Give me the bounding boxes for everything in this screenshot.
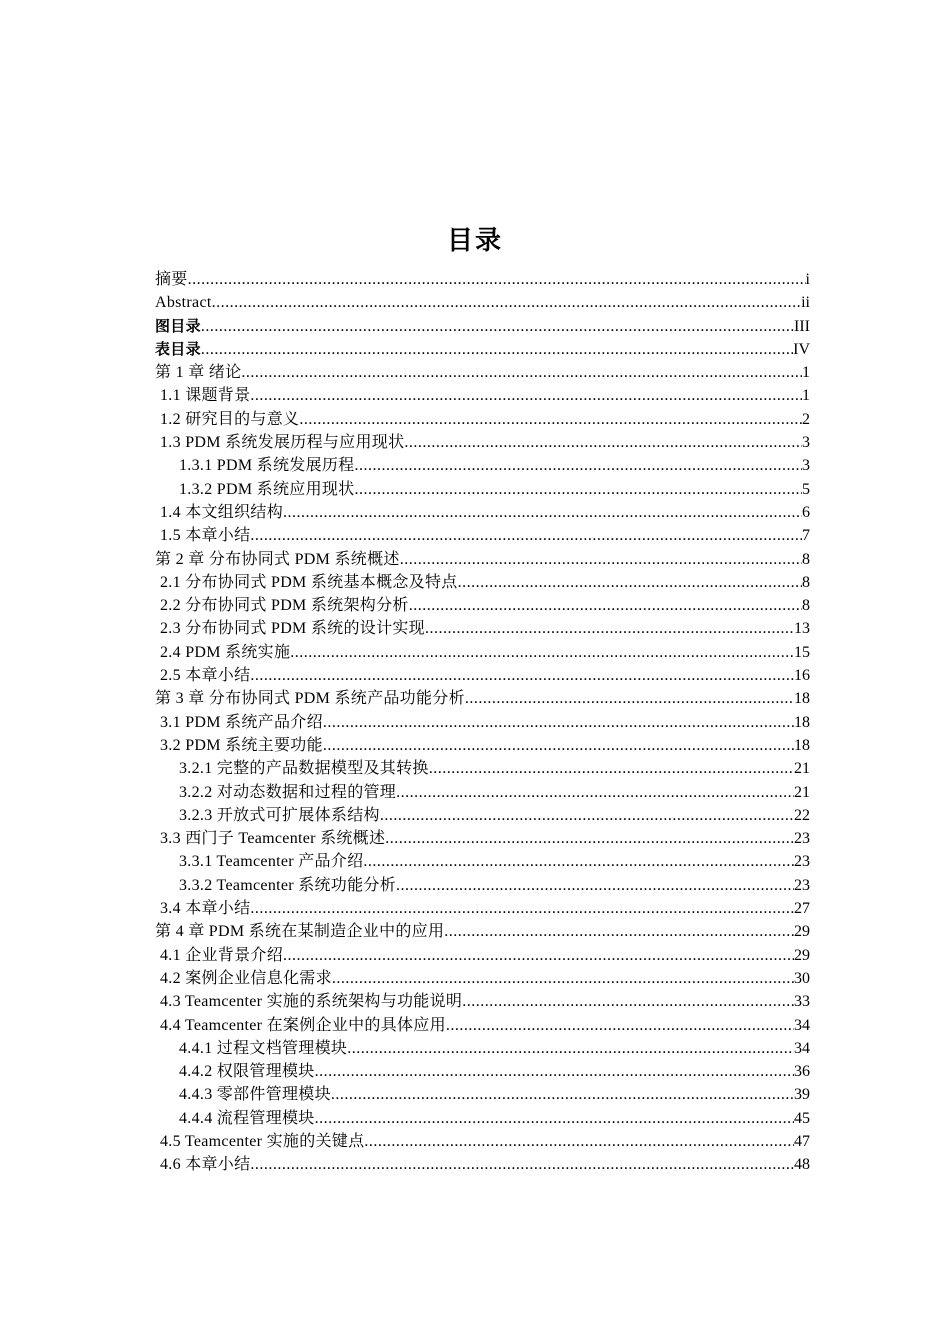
- toc-dot-leader: [250, 897, 794, 920]
- toc-entry-label: 2.1 分布协同式 PDM 系统基本概念及特点: [160, 573, 458, 591]
- toc-dot-leader: [201, 338, 793, 361]
- toc-entry[interactable]: [155, 431, 810, 454]
- toc-entry[interactable]: [155, 338, 810, 361]
- toc-entry[interactable]: [155, 268, 810, 291]
- toc-entry[interactable]: [155, 1083, 810, 1106]
- toc-entry[interactable]: [155, 478, 810, 501]
- toc-entry-label: Abstract: [155, 294, 212, 312]
- toc-dot-leader: [396, 874, 794, 897]
- toc-dot-leader: [396, 781, 794, 804]
- table-of-contents: [155, 268, 810, 1177]
- toc-dot-leader: [404, 431, 802, 454]
- toc-dot-leader: [409, 594, 802, 617]
- toc-entry-label: 1.3.2 PDM 系统应用现状: [179, 480, 355, 498]
- toc-entry-label: 4.6 本章小结: [160, 1156, 251, 1174]
- toc-entry[interactable]: [155, 897, 810, 920]
- toc-entry[interactable]: [155, 1107, 810, 1130]
- toc-entry[interactable]: [155, 617, 810, 640]
- toc-entry-page-number: 27: [794, 900, 810, 918]
- toc-entry-label: 3.1 PDM 系统产品介绍: [160, 713, 323, 731]
- toc-dot-leader: [315, 1107, 794, 1130]
- toc-entry-label: 3.4 本章小结: [160, 900, 251, 918]
- toc-dot-leader: [444, 920, 794, 943]
- toc-entry-label: 3.2 PDM 系统主要功能: [160, 736, 323, 754]
- toc-entry-page-number: 3: [802, 457, 810, 475]
- toc-entry-page-number: 34: [794, 1039, 810, 1057]
- toc-dot-leader: [385, 827, 794, 850]
- toc-entry[interactable]: [155, 454, 810, 477]
- toc-dot-leader: [332, 967, 794, 990]
- toc-entry-page-number: 21: [794, 760, 810, 778]
- toc-entry[interactable]: [155, 1130, 810, 1153]
- toc-entry-page-number: 23: [794, 830, 810, 848]
- toc-entry[interactable]: [155, 967, 810, 990]
- toc-entry-page-number: 1: [802, 387, 810, 405]
- toc-dot-leader: [283, 944, 794, 967]
- toc-entry[interactable]: [155, 850, 810, 873]
- toc-entry-page-number: 23: [794, 876, 810, 894]
- toc-entry-page-number: 6: [802, 503, 810, 521]
- toc-entry[interactable]: [155, 1037, 810, 1060]
- toc-entry-label: 图目录: [155, 316, 201, 335]
- toc-entry-page-number: 1: [802, 364, 810, 382]
- toc-entry-page-number: IV: [793, 340, 810, 358]
- toc-dot-leader: [425, 617, 794, 640]
- toc-entry-label: 1.3 PDM 系统发展历程与应用现状: [160, 434, 405, 452]
- toc-dot-leader: [315, 1060, 794, 1083]
- toc-entry-page-number: 29: [794, 923, 810, 941]
- toc-entry[interactable]: [155, 827, 810, 850]
- toc-entry-page-number: 45: [794, 1109, 810, 1127]
- toc-entry-page-number: 36: [794, 1063, 810, 1081]
- toc-entry[interactable]: [155, 757, 810, 780]
- toc-entry[interactable]: [155, 687, 810, 710]
- toc-entry-page-number: 47: [794, 1132, 810, 1150]
- toc-entry-label: 第 1 章 绪论: [155, 364, 242, 382]
- toc-dot-leader: [250, 384, 802, 407]
- toc-entry-label: 1.3.1 PDM 系统发展历程: [179, 457, 355, 475]
- toc-entry[interactable]: [155, 571, 810, 594]
- toc-entry-label: 第 3 章 分布协同式 PDM 系统产品功能分析: [155, 690, 465, 708]
- toc-entry-label: 1.2 研究目的与意义: [160, 410, 300, 428]
- toc-entry-page-number: 29: [794, 946, 810, 964]
- toc-entry[interactable]: [155, 664, 810, 687]
- toc-entry-page-number: 18: [794, 713, 810, 731]
- toc-dot-leader: [354, 454, 802, 477]
- toc-entry[interactable]: [155, 734, 810, 757]
- toc-entry[interactable]: [155, 804, 810, 827]
- toc-dot-leader: [331, 1083, 794, 1106]
- toc-dot-leader: [250, 1153, 794, 1176]
- toc-entry-page-number: 22: [794, 806, 810, 824]
- toc-dot-leader: [323, 711, 794, 734]
- toc-entry-page-number: 21: [794, 783, 810, 801]
- toc-entry-label: 表目录: [155, 339, 201, 358]
- toc-dot-leader: [364, 1130, 794, 1153]
- toc-entry[interactable]: [155, 291, 810, 314]
- toc-entry[interactable]: [155, 524, 810, 547]
- toc-entry[interactable]: [155, 1060, 810, 1083]
- toc-entry-label: 第 4 章 PDM 系统在某制造企业中的应用: [155, 923, 445, 941]
- toc-dot-leader: [241, 361, 802, 384]
- toc-dot-leader: [283, 501, 802, 524]
- toc-entry-label: 2.3 分布协同式 PDM 系统的设计实现: [160, 620, 425, 638]
- toc-entry-label: 1.1 课题背景: [160, 387, 251, 405]
- toc-entry-label: 1.5 本章小结: [160, 527, 251, 545]
- toc-entry-page-number: 7: [802, 527, 810, 545]
- toc-dot-leader: [212, 291, 802, 314]
- toc-entry-label: 4.4 Teamcenter 在案例企业中的具体应用: [160, 1016, 446, 1034]
- toc-entry-label: 2.5 本章小结: [160, 667, 251, 685]
- toc-entry-label: 3.3.1 Teamcenter 产品介绍: [179, 853, 364, 871]
- toc-entry-label: 4.1 企业背景介绍: [160, 946, 284, 964]
- toc-dot-leader: [446, 1014, 794, 1037]
- toc-entry-page-number: 30: [794, 969, 810, 987]
- toc-entry-label: 3.2.3 开放式可扩展体系结构: [179, 806, 380, 824]
- toc-entry-page-number: 16: [794, 667, 810, 685]
- toc-entry-page-number: 8: [802, 573, 810, 591]
- toc-entry-label: 3.2.1 完整的产品数据模型及其转换: [179, 760, 429, 778]
- toc-entry[interactable]: [155, 711, 810, 734]
- toc-entry[interactable]: [155, 384, 810, 407]
- toc-entry-page-number: 3: [802, 434, 810, 452]
- toc-dot-leader: [299, 408, 802, 431]
- toc-entry-label: 4.5 Teamcenter 实施的关键点: [160, 1132, 365, 1150]
- toc-entry-page-number: 8: [802, 550, 810, 568]
- toc-dot-leader: [290, 641, 794, 664]
- toc-entry-page-number: 18: [794, 690, 810, 708]
- toc-entry-label: 4.4.2 权限管理模块: [179, 1063, 315, 1081]
- toc-entry[interactable]: [155, 944, 810, 967]
- toc-entry-page-number: 5: [802, 480, 810, 498]
- toc-entry-page-number: 34: [794, 1016, 810, 1034]
- toc-entry-page-number: III: [794, 317, 810, 335]
- toc-dot-leader: [250, 524, 802, 547]
- toc-dot-leader: [347, 1037, 794, 1060]
- toc-entry[interactable]: [155, 874, 810, 897]
- toc-entry-page-number: i: [805, 271, 810, 288]
- toc-entry-label: 2.4 PDM 系统实施: [160, 643, 291, 661]
- toc-entry-label: 4.4.1 过程文档管理模块: [179, 1039, 348, 1057]
- toc-entry-page-number: 15: [794, 643, 810, 661]
- toc-entry-label: 4.3 Teamcenter 实施的系统架构与功能说明: [160, 993, 463, 1011]
- toc-dot-leader: [400, 548, 802, 571]
- toc-dot-leader: [201, 315, 794, 338]
- toc-entry-label: 1.4 本文组织结构: [160, 503, 284, 521]
- toc-entry-page-number: 33: [794, 993, 810, 1011]
- toc-dot-leader: [250, 664, 794, 687]
- toc-entry-page-number: 13: [794, 620, 810, 638]
- toc-entry[interactable]: [155, 1153, 810, 1176]
- toc-dot-leader: [323, 734, 794, 757]
- toc-entry-page-number: 23: [794, 853, 810, 871]
- toc-entry-page-number: 8: [802, 597, 810, 615]
- toc-entry-page-number: 18: [794, 736, 810, 754]
- toc-entry-page-number: 48: [794, 1156, 810, 1174]
- toc-entry[interactable]: [155, 315, 810, 338]
- toc-entry-label: 4.4.4 流程管理模块: [179, 1109, 315, 1127]
- page-title: 目录: [446, 226, 503, 257]
- toc-entry[interactable]: [155, 990, 810, 1013]
- toc-entry-label: 摘要: [155, 271, 188, 288]
- toc-entry-label: 4.2 案例企业信息化需求: [160, 969, 332, 987]
- toc-entry-page-number: ii: [801, 294, 810, 312]
- toc-dot-leader: [429, 757, 794, 780]
- toc-entry-label: 2.2 分布协同式 PDM 系统架构分析: [160, 597, 409, 615]
- toc-entry-label: 3.2.2 对动态数据和过程的管理: [179, 783, 397, 801]
- toc-dot-leader: [363, 850, 794, 873]
- toc-entry-page-number: 39: [794, 1086, 810, 1104]
- toc-entry-label: 第 2 章 分布协同式 PDM 系统概述: [155, 550, 400, 568]
- toc-dot-leader: [354, 478, 802, 501]
- toc-entry[interactable]: [155, 920, 810, 943]
- toc-entry[interactable]: [155, 408, 810, 431]
- toc-entry-label: 3.3.2 Teamcenter 系统功能分析: [179, 876, 396, 894]
- toc-entry[interactable]: [155, 361, 810, 384]
- toc-entry[interactable]: [155, 641, 810, 664]
- toc-dot-leader: [188, 268, 806, 291]
- toc-entry[interactable]: [155, 1014, 810, 1037]
- toc-entry-label: 3.3 西门子 Teamcenter 系统概述: [160, 830, 386, 848]
- toc-entry[interactable]: [155, 548, 810, 571]
- toc-entry[interactable]: [155, 501, 810, 524]
- toc-entry-page-number: 2: [802, 410, 810, 428]
- toc-entry[interactable]: [155, 781, 810, 804]
- toc-dot-leader: [458, 571, 802, 594]
- toc-entry-label: 4.4.3 零部件管理模块: [179, 1086, 331, 1104]
- toc-dot-leader: [462, 990, 794, 1013]
- toc-dot-leader: [380, 804, 794, 827]
- toc-dot-leader: [465, 687, 794, 710]
- toc-entry[interactable]: [155, 594, 810, 617]
